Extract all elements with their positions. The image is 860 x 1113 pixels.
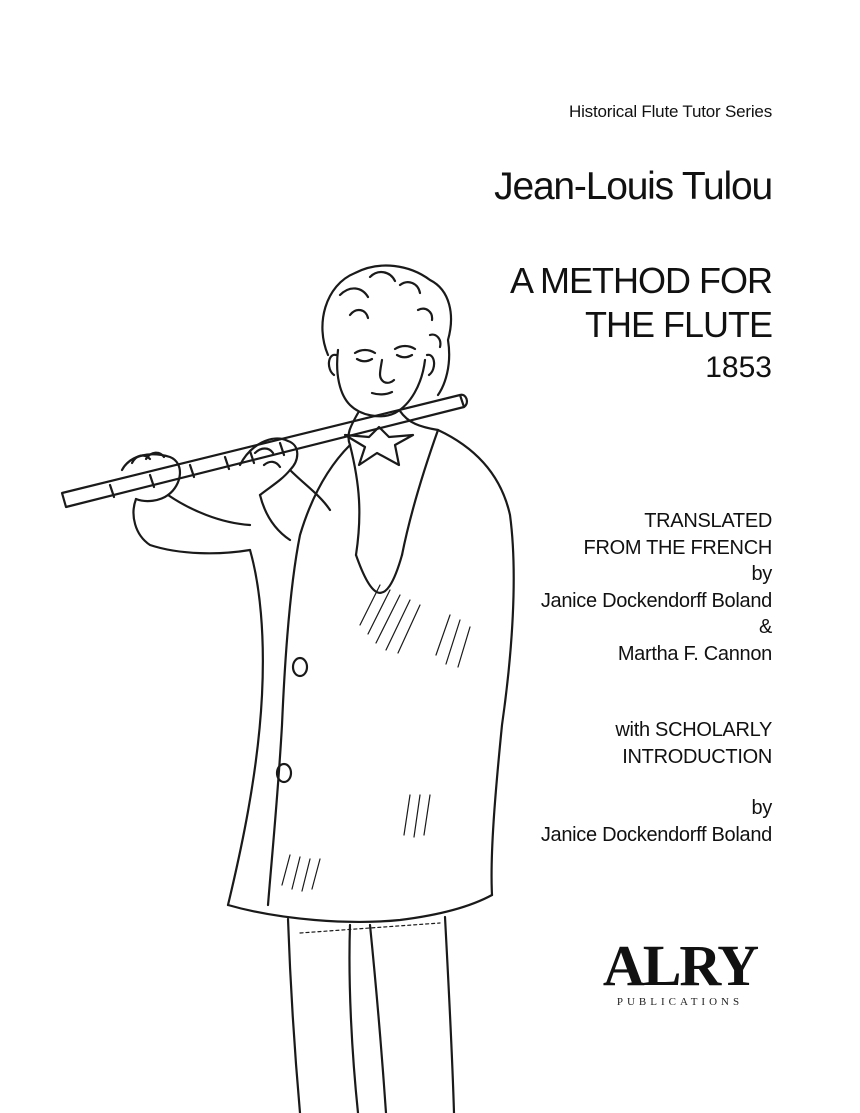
credits-line-ampersand: & [758, 616, 772, 638]
publisher-logo-subtitle: PUBLICATIONS [616, 996, 744, 1008]
book-title-line1: A METHOD FOR [509, 260, 772, 301]
publication-year-text: 1853 [705, 351, 772, 384]
flutist-illustration [50, 255, 530, 1113]
credits-line-translated: TRANSLATED [644, 510, 772, 532]
intro-line1: with SCHOLARLY [615, 719, 772, 741]
publisher-logo-wordmark: ALRY [602, 933, 758, 998]
author-name-text: Jean-Louis Tulou [494, 165, 772, 208]
intro-author-name: Janice Dockendorff Boland [540, 823, 772, 846]
book-title [510, 259, 772, 347]
translation-credits [541, 508, 772, 667]
introduction-credits [615, 717, 772, 770]
introduction-author [541, 795, 772, 848]
book-title-line2: THE FLUTE [584, 304, 772, 345]
intro-by: by [751, 797, 772, 819]
publication-year [705, 350, 772, 386]
credits-line-from-french: FROM THE FRENCH [583, 536, 772, 559]
translator-name-2: Martha F. Cannon [617, 642, 772, 665]
translator-name-1: Janice Dockendorff Boland [540, 589, 772, 612]
series-title-text: Historical Flute Tutor Series [569, 102, 772, 121]
intro-line2: INTRODUCTION [622, 745, 772, 768]
author-name [494, 163, 772, 211]
publisher-logo [600, 933, 760, 1008]
credits-line-by: by [751, 563, 772, 585]
series-title [569, 102, 772, 122]
